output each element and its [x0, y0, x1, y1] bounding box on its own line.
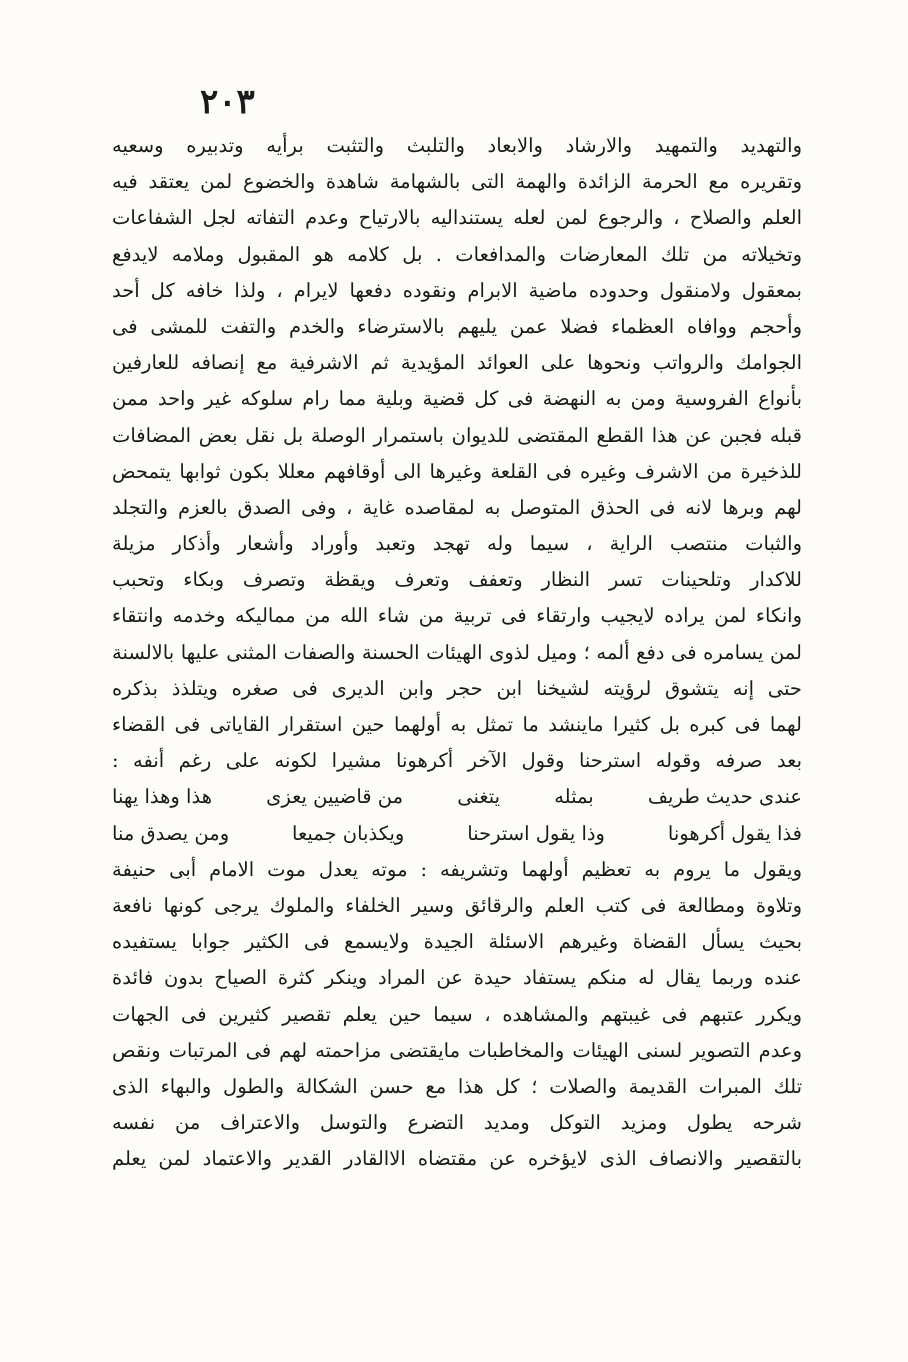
text-line: ويكرر عتبهم فى غيبتهم والمشاهده ، سيما حين يعلم تقصير كثيرين فى الجهات [112, 1002, 802, 1026]
text-line: وعدم التصوير لسنى الهيئات والمخاطبات مايقتضى مزاحمته لهم فى المرتبات ونقص [112, 1038, 802, 1062]
verse-segment: يتغنى [457, 785, 501, 809]
text-line: وانكاء لمن يراده لايجيب وارتقاء فى تربية من شاء الله من مماليكه وخدمه وانتقاء [112, 604, 802, 628]
text-line: بالتقصير والانصاف الذى لايؤخره عن مقتضاه الاالقادر القدير والاعتماد لمن يعلم [112, 1147, 802, 1171]
text-line: بعد صرفه وقوله استرحنا وقول الآخر أكرهونا مشيرا لكونه على رغم أنفه : [112, 749, 802, 773]
text-line: عنده وربما يقال له منكم يستفاد حيدة عن المراد وينكر كثرة الصياح بدون فائدة [112, 966, 802, 990]
verse-segment: فذا يقول أكرهونا [667, 821, 802, 845]
text-line: وتخيلاته من تلك المعارضات والمدافعات . بل كلامه هو المقبول وملامه لايدفع [112, 242, 802, 266]
verse-segment: هذا وهذا يهنا [112, 785, 212, 809]
prose-after-verse [112, 852, 802, 1178]
text-line: حتى إنه يتشوق لرؤيته لشيخنا ابن حجر وابن الديرى فى صغره ويتلذذ بذكره [112, 676, 802, 700]
text-line: العلم والصلاح ، والرجوع لمن لعله يستنداليه بالارتياح وعدم التفاته لجل الشفاعات [112, 206, 802, 230]
verse-line [112, 779, 802, 815]
verse-segment: ومن يصدق منا [112, 821, 230, 845]
text-line: والثبات منتصب الراية ، سيما وله تهجد وتعبد وأوراد وأشعار وأذكار مزيلة [112, 532, 802, 556]
text-line: تلك المبرات القديمة والصلات ؛ كل هذا مع حسن الشكالة والطول والبهاء الذى [112, 1074, 802, 1098]
text-line: وتقريره مع الحرمة الزائدة والهمة التى بالشهامة شاهدة والخضوع لمن يعتقد فيه [112, 170, 802, 194]
verse-segment: ويكذبان جميعا [292, 821, 405, 845]
body-text [112, 128, 802, 1177]
verse-segment: بمثله [554, 785, 594, 809]
prose-before-verse [112, 128, 802, 779]
text-line: لهما فى كبره بل كثيرا ماينشد ما تمثل به أولهما حين استقرار القاياتى فى القضاء [112, 713, 802, 736]
verse-segment: من قاضيين يعزى [266, 785, 404, 809]
text-line: للاكدار وتلحينات تسر النظار وتعفف وتعرف ويقظة وتصرف وبكاء وتحبب [112, 568, 802, 592]
verse-segment: وذا يقول استرحنا [467, 821, 605, 845]
text-line: والتهديد والتمهيد والارشاد والابعاد والتلبث والتثبت برأيه وتدبيره وسعيه [112, 134, 802, 157]
page-number: ٢٠٣ [200, 82, 255, 122]
text-line: بأنواع الفروسية ومن به النهضة فى كل قضية وبلية مما رام سلوكه غير واحد ممن [112, 387, 802, 411]
text-line: الجوامك والرواتب ونحوها على العوائد المؤيدية ثم الاشرفية مع إنصافه للعارفين [112, 351, 802, 375]
text-line: للذخيرة من الاشرف وغيره فى القلعة وغيرها الى أوقافهم معللا بكون ثوابها يتمحض [112, 459, 802, 483]
text-line: لمن يسامره فى دفع ألمه ؛ وميل لذوى الهيئات الحسنة والصفات المثنى عليها بالالسنة [112, 640, 802, 664]
text-line: وأحجم ووافاه العظماء فضلا عمن يليهم بالاسترضاء والخدم والتفت للمشى فى [112, 314, 802, 338]
text-line: قبله فجبن عن هذا القطع المقتضى للديوان باستمرار الوصلة بل نقل بعض المضافات [112, 423, 802, 447]
text-line: بمعقول ولامنقول وحدوده ماضية الابرام ونقوده دفعها لايرام ، ولذا خافه كل أحد [112, 278, 802, 302]
text-line: ويقول ما يروم به تعظيم أولهما وتشريفه : موته يعدل موت الامام أبى حنيفة [112, 857, 802, 881]
text-line: بحيث يسأل القضاة وغيرهم الاسئلة الجيدة ولايسمع فى الكثير جوابا يستفيده [112, 930, 802, 954]
verse-segment: عندى حديث طريف [647, 785, 802, 809]
text-line: لهم وبرها لانه فى الحذق المتوصل به لمقاصده غاية ، وفى الصدق بالعزم والتجلد [112, 495, 802, 519]
text-line: وتلاوة ومطالعة فى كتب العلم والرقائق وسير الخلفاء والملوك يرجى كونها نافعة [112, 893, 802, 917]
verse-line [112, 816, 802, 852]
verse-block [112, 779, 802, 851]
text-line: شرحه يطول ومزيد التوكل ومديد التضرع والتوسل والاعتراف من نفسه [112, 1111, 802, 1135]
